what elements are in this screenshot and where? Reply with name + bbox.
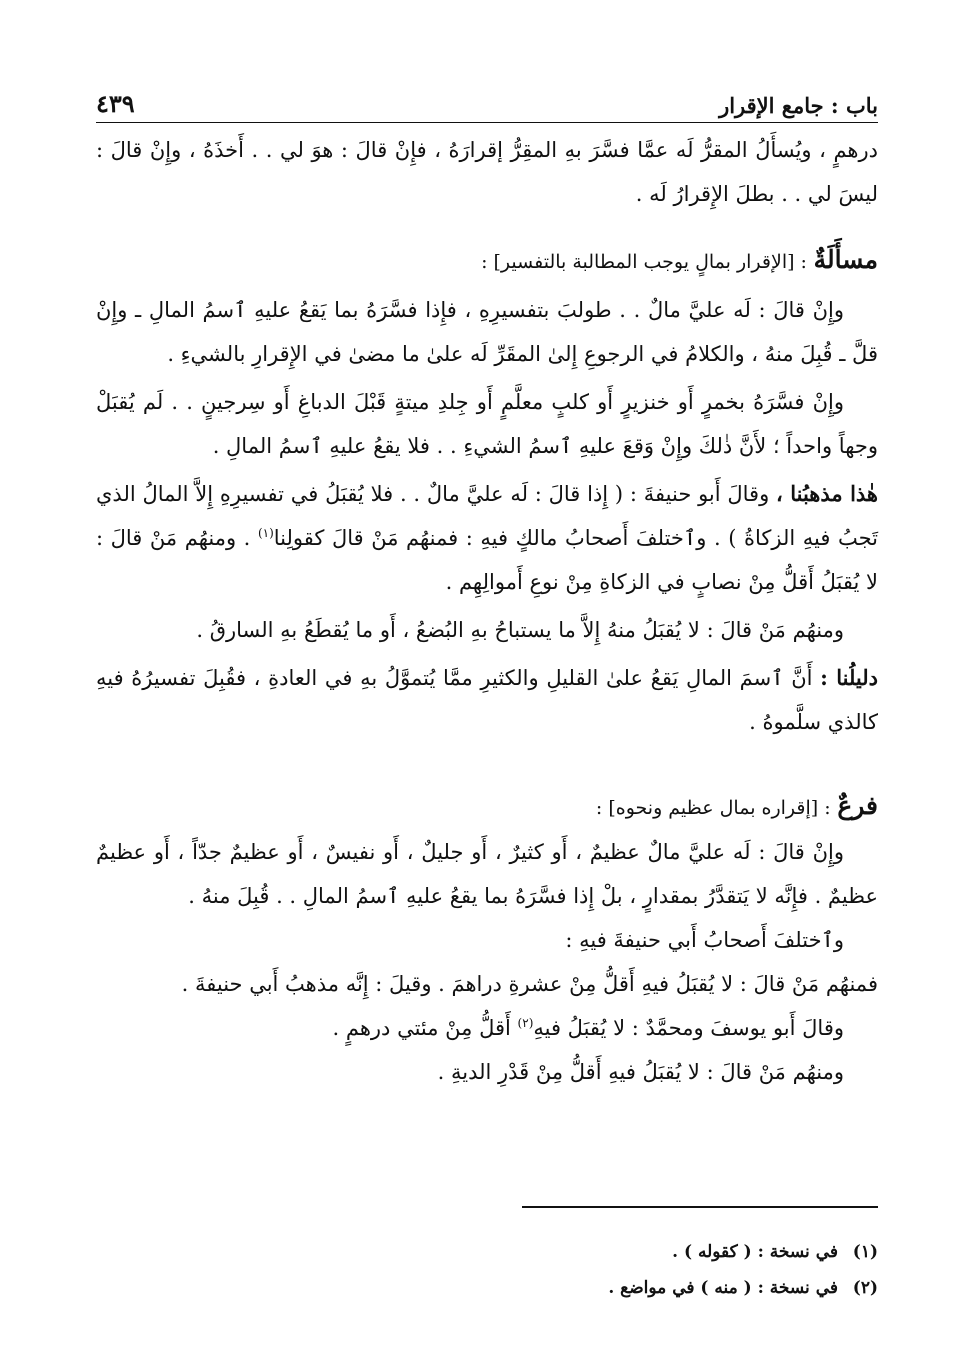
- footnote-2: [96, 1270, 878, 1306]
- paragraph-4-lead: هٰذا مذهبُنا ،: [776, 481, 878, 506]
- paragraph-8: وٱختلفَ أَصحابُ أَبي حنيفةَ فيهِ :: [565, 928, 844, 952]
- paragraph-11: ومنهُم مَنْ قالَ : لا يُقبَلُ فيهِ أَقلُّ مِنْ قَدْرِ الديةِ .: [437, 1060, 844, 1084]
- paragraph-10: [96, 1006, 878, 1050]
- paragraph-3: وإِنْ فسَّرَهُ بخمرٍ أَو خنزيرٍ أَو كلبٍ معلَّمٍ أَو جِلدِ ميتةٍ قَبْلَ الدباغِ أَو سِرجينٍ . . لَم يُقبَلْ وجهاً واحداً ؛ لأَنَّ ذٰلكَ وإِنْ وَقعَ عليهِ ٱسمُ الشيءِ . . فلا يقعُ عليهِ ٱسمُ المالِ .: [96, 390, 878, 458]
- footnote-2-number: (٢): [852, 1278, 878, 1298]
- running-title: باب : جامع الإقرار: [719, 93, 878, 118]
- paragraph-6-text: أَنَّ ٱسمَ المالِ يَقعُ علىٰ القليلِ والكثيرِ ممَّا يُتموَّلُ بهِ في العادةِ ، فقُبِلَ تفسيرُهُ فيهِ كالذي سلَّموهُ .: [96, 666, 878, 734]
- paragraph-5: ومنهُم مَنْ قالَ : لا يُقبَلُ منهُ إِلاَّ ما يستباحُ بهِ البُضعُ ، أَو ما يُقطَعُ بهِ السارقُ .: [196, 618, 844, 642]
- paragraph-2: وإِنْ قالَ : لَه عليَّ مالٌ . . طولبَ بتفسيرِهِ ، فإِذا فسَّرَهُ بما يَقعُ عليهِ ٱسمُ المالِ ـ وإِنْ قلَّ ـ قُبِلَ منهُ ، والكلامُ في الرجوعِ إِلىٰ المقَرِّ لَه علىٰ ما مضىٰ في الإِقرارِ بالشيءِ .: [96, 298, 878, 366]
- footnote-1-number: (١): [852, 1242, 878, 1262]
- paragraph-10-text-b: أَقلُّ مِنْ مئتي درهمٍ .: [332, 1016, 518, 1040]
- far-heading: [96, 784, 878, 830]
- paragraph-10-text-a: وقالَ أَبو يوسفَ ومحمَّدٌ : لا يُقبَلُ فيهِ: [533, 1016, 844, 1040]
- paragraph-7: وإِنْ قالَ : لَه عليَّ مالٌ عظيمٌ ، أَو كثيرٌ ، أَو جليلٌ ، أَو نفيسٌ ، أَو عظيمٌ جدّاً ، أَو عظيمٌ عظيمٌ . فإِنَّه لا يَتقدَّرُ بمقدارٍ ، بلْ إِذا فسَّرَهُ بما يقعُ عليهِ ٱسمُ المالِ . . قُبِلَ منهُ .: [96, 840, 878, 908]
- footnote-1: [96, 1234, 878, 1270]
- footnote-ref-2: (٢): [517, 1016, 534, 1030]
- footnotes: [96, 1234, 878, 1306]
- page-number: ٤٣٩: [96, 89, 135, 118]
- footnote-rule: [522, 1206, 878, 1208]
- paragraph-4: [96, 472, 878, 604]
- masala-label: مسأَلَةٌ: [813, 245, 878, 274]
- footnote-1-text: في نسخة : ( كقوله ) .: [672, 1242, 838, 1262]
- footnote-2-text: في نسخة : ( منه ) في مواضع .: [608, 1278, 838, 1298]
- footnote-ref-1: (١): [257, 526, 274, 540]
- paragraph-4-text-a: وقالَ أَبو حنيفةَ : ( إِذا قالَ : لَه عليَّ مالٌ . . فلا يُقبَلُ في تفسيرِهِ إِلاَّ المالُ الذي تَجبُ فيهِ الزكاةُ ) . وٱختلفَ أَصحابُ مالكٍ فيهِ : فمنهُم مَنْ قالَ كقولِنا: [96, 482, 878, 550]
- paragraph-6: [96, 656, 878, 744]
- paragraph-1: درهمٍ ، ويُسأَلُ المقرُّ لَه عمَّا فسَّرَ بهِ المقِرُّ إقرارَهُ ، فإِنْ قالَ : هوَ لي . . أَخذَهُ ، وإِنْ قالَ : ليسَ لي . . بطلَ الإِقرارُ لَه .: [96, 138, 878, 206]
- paragraph-6-lead: دليلُنا :: [820, 665, 878, 690]
- masala-heading: [96, 238, 878, 284]
- paragraph-4-text-b: . ومنهُم مَنْ قالَ : لا يُقبَلُ أَقلُّ مِنْ نصابٍ في الزكاةِ مِنْ نوعِ أَموالِهِم .: [96, 526, 878, 594]
- paragraph-9: فمنهُم مَنْ قالَ : لا يُقبَلُ فيهِ أَقلُّ مِنْ عشرةِ دراهمَ . وقيلَ : إِنَّه مذهبُ أَبي حنيفةَ .: [181, 972, 878, 996]
- far-label: فرعٌ: [837, 791, 878, 820]
- masala-title: : [الإقرار بمالٍ يوجب المطالبة بالتفسير] :: [481, 251, 807, 273]
- main-text: [96, 128, 878, 1094]
- page-header: [96, 78, 878, 118]
- far-title: : [إقراره بمال عظيم ونحوه] :: [595, 797, 831, 819]
- header-rule: [96, 122, 878, 123]
